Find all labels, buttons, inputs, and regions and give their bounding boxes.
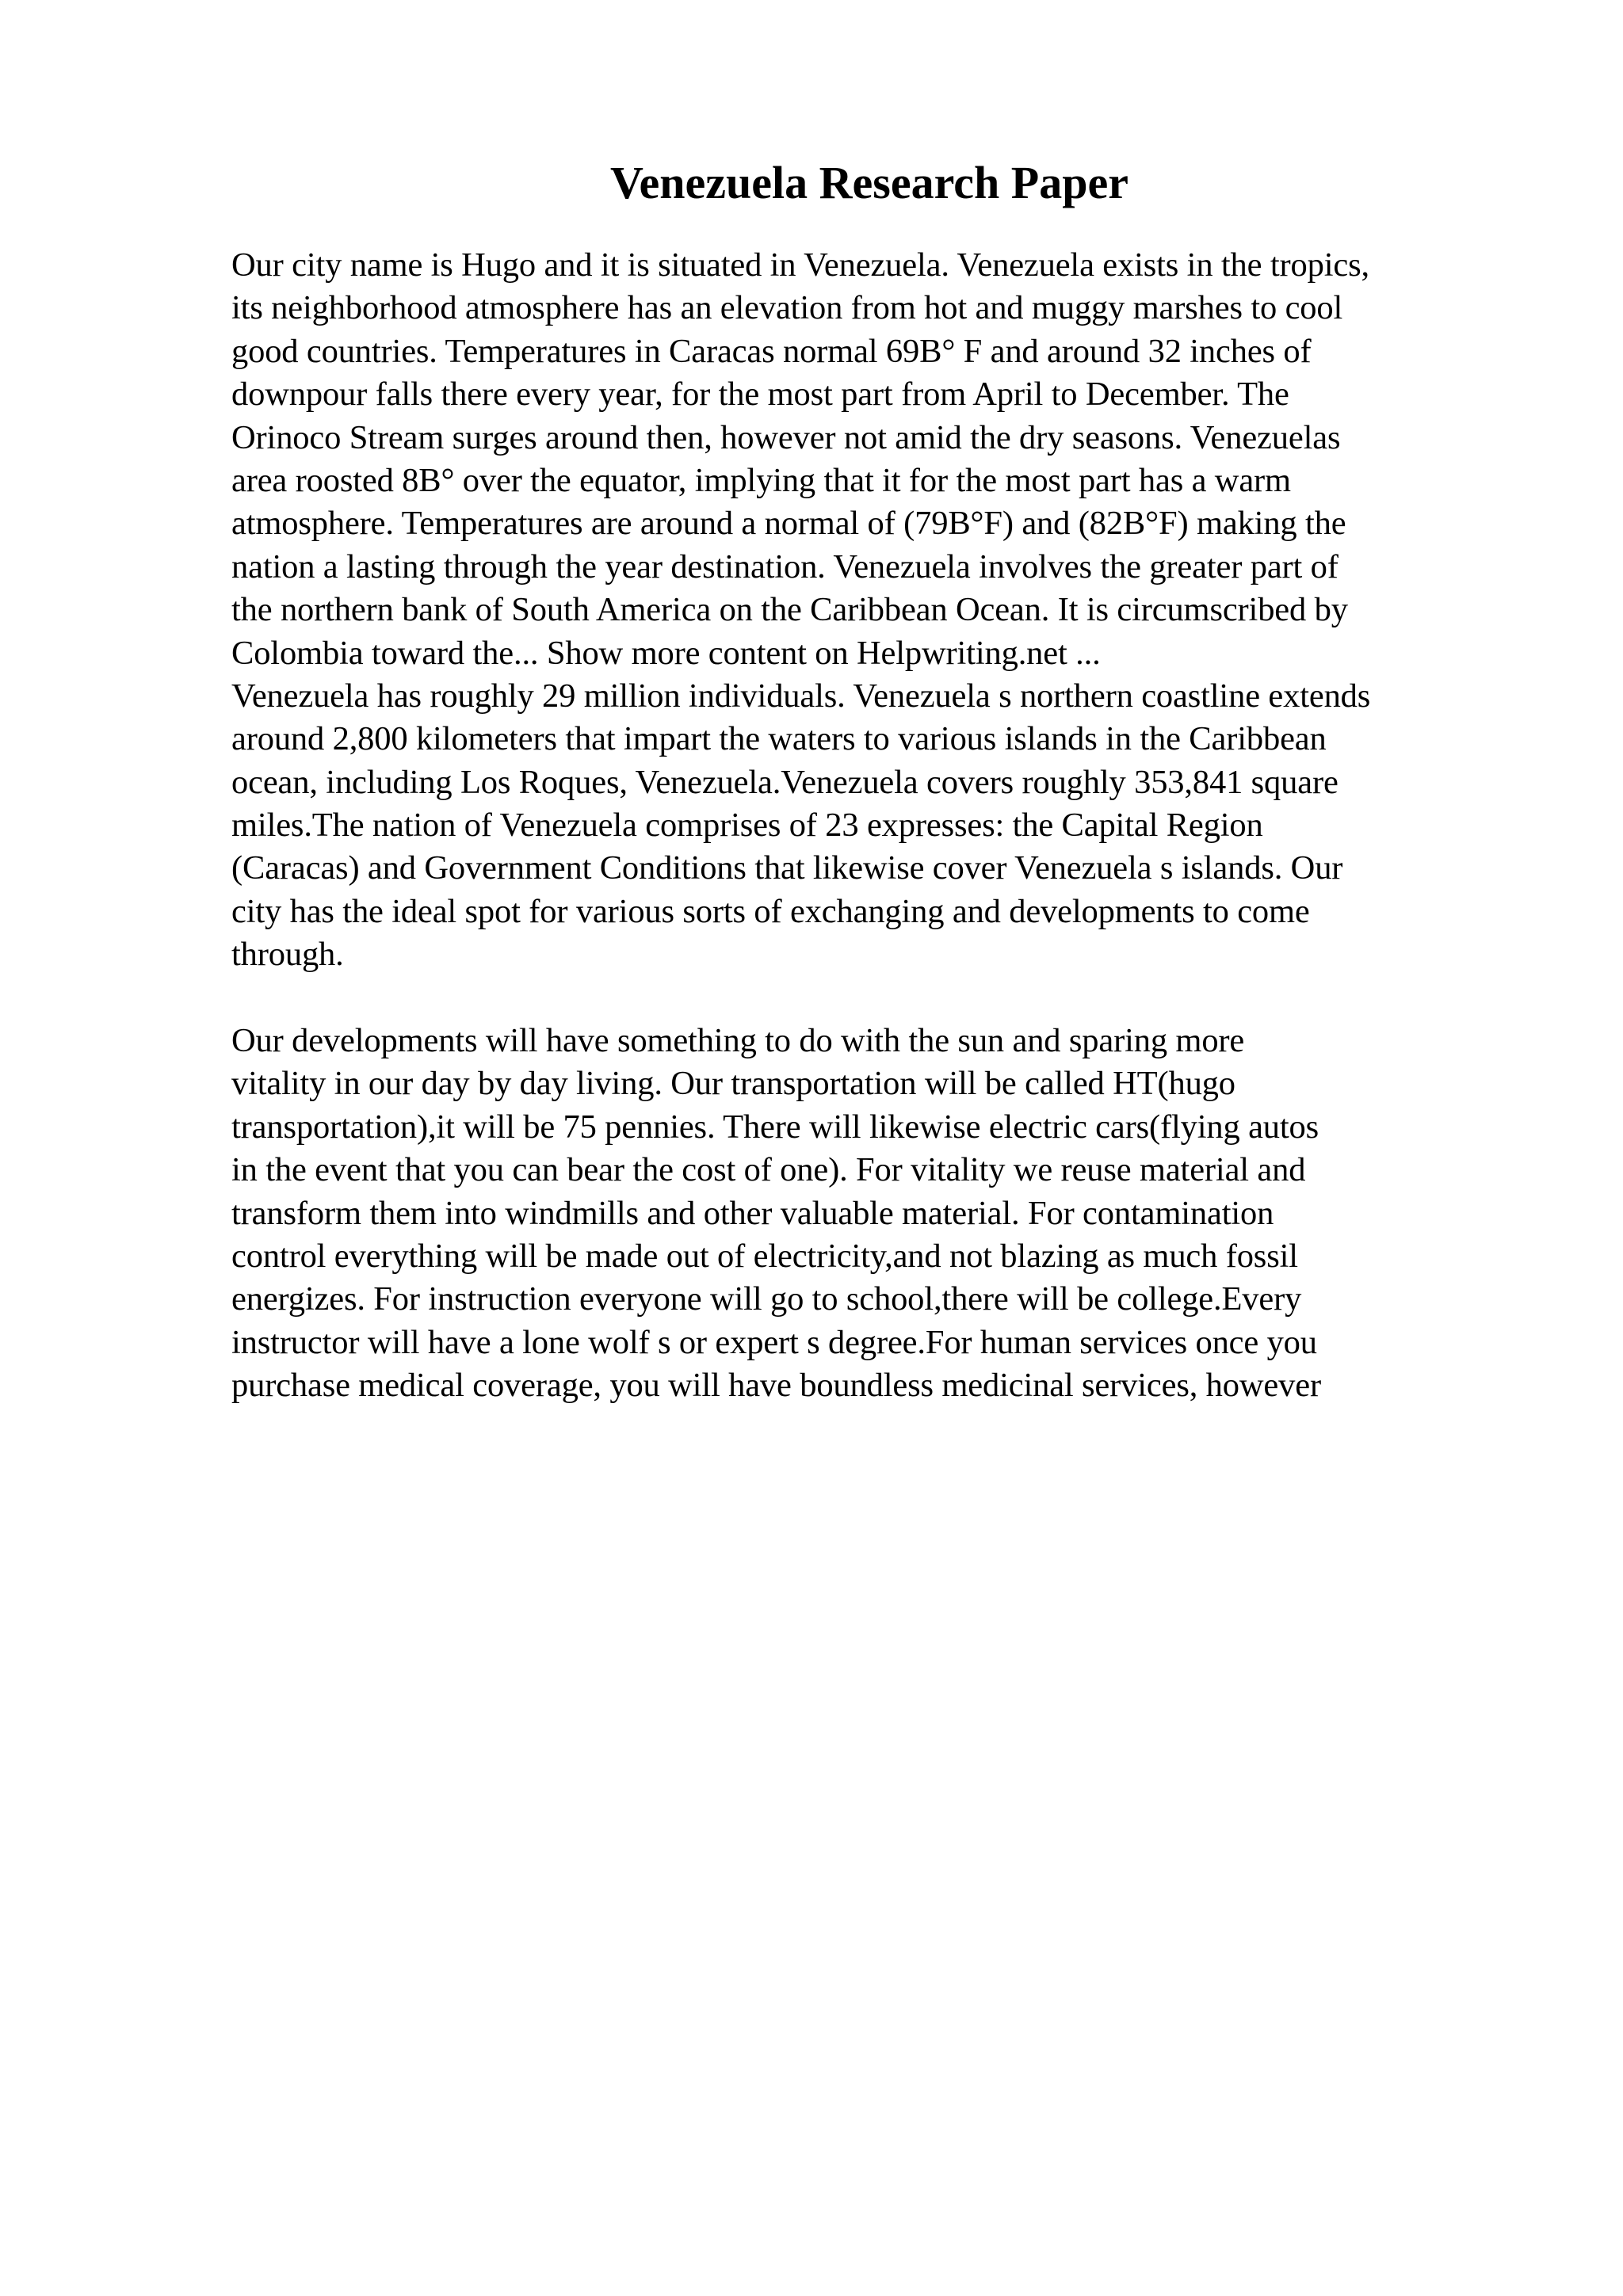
text-line: transportation),it will be 75 pennies. There will likewise electric cars(flying autos [231,1108,1319,1146]
text-line: the northern bank of South America on the Caribbean Ocean. It is circumscribed by [231,591,1348,629]
document-title: Venezuela Research Paper [610,157,1128,208]
text-line: purchase medical coverage, you will have boundless medicinal services, however [231,1367,1321,1405]
paragraph-3 [231,1020,1515,1408]
text-line: nation a lasting through the year destination. Venezuela involves the greater part of [231,547,1338,585]
text-line: downpour falls there every year, for the most part from April to December. The [231,376,1289,414]
text-line: energizes. For instruction everyone will go to school,there will be college.Every [231,1280,1302,1318]
document-body [231,244,1515,1408]
text-line: vitality in our day by day living. Our transportation will be called HT(hugo [231,1065,1235,1103]
text-line: atmosphere. Temperatures are around a normal of (79B°F) and (82B°F) making the [231,505,1346,543]
text-line: around 2,800 kilometers that impart the waters to various islands in the Caribbean [231,720,1327,758]
text-line: good countries. Temperatures in Caracas normal 69B° F and around 32 inches of [231,332,1312,370]
text-line: city has the ideal spot for various sorts of exchanging and developments to come [231,892,1310,930]
text-line: Venezuela has roughly 29 million individuals. Venezuela s northern coastline extends [231,677,1371,715]
paragraph-spacer [231,977,1515,1020]
text-line: Our city name is Hugo and it is situated in Venezuela. Venezuela exists in the tropics, [231,246,1369,284]
text-line: Orinoco Stream surges around then, however not amid the dry seasons. Venezuelas [231,418,1341,456]
text-line: transform them into windmills and other valuable material. For contamination [231,1194,1274,1232]
text-line: ocean, including Los Roques, Venezuela.Venezuela covers roughly 353,841 square [231,763,1338,801]
text-line: control everything will be made out of electricity,and not blazing as much fossil [231,1237,1298,1275]
text-line: miles.The nation of Venezuela comprises of 23 expresses: the Capital Region [231,807,1263,845]
text-line: Colombia toward the... Show more content on Helpwriting.net ... [231,634,1101,672]
text-line: through. [231,936,344,974]
text-line: in the event that you can bear the cost of one). For vitality we reuse material and [231,1151,1306,1189]
paragraph-1 [231,244,1515,675]
text-line: (Caracas) and Government Conditions that likewise cover Venezuela s islands. Our [231,849,1343,887]
paragraph-2 [231,675,1515,977]
text-line: Our developments will have something to do with the sun and sparing more [231,1022,1245,1060]
text-line: its neighborhood atmosphere has an elevation from hot and muggy marshes to cool [231,289,1343,327]
text-line: area roosted 8B° over the equator, implying that it for the most part has a warm [231,461,1291,499]
text-line: instructor will have a lone wolf s or expert s degree.For human services once you [231,1323,1317,1361]
